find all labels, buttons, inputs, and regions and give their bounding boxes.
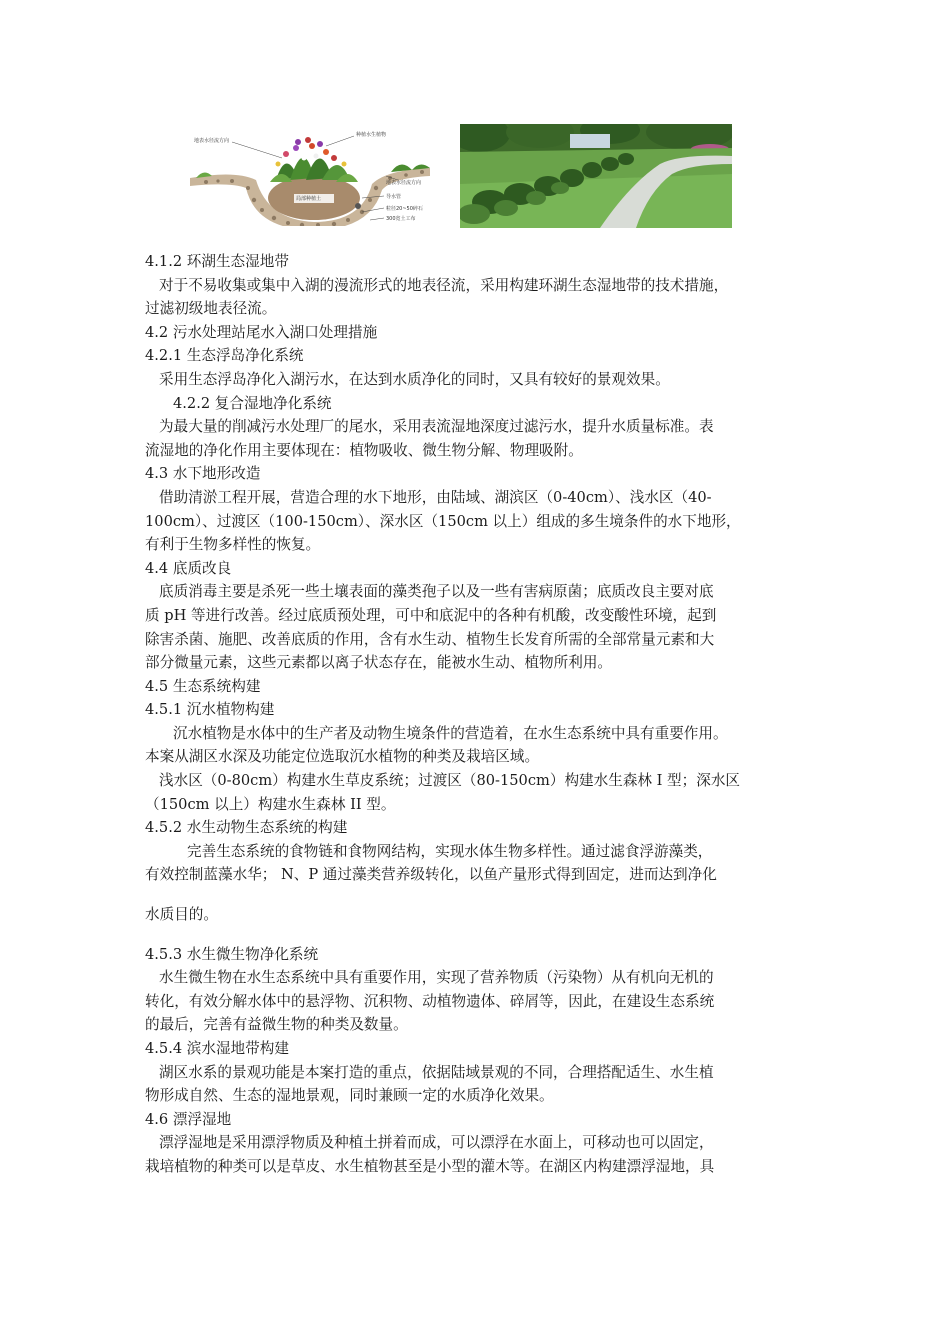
text-line: 本案从湖区水深及功能定位选取沉水植物的种类及栽培区域。 bbox=[145, 748, 540, 766]
text-line: 对于不易收集或集中入湖的漫流形式的地表径流，采用构建环湖生态湿地带的技术措施， bbox=[159, 276, 729, 294]
text-line: 4.3 水下地形改造 bbox=[145, 465, 261, 483]
text-line: 完善生态系统的食物链和食物网结构，实现水体生物多样性。通过滤食浮游藻类， bbox=[187, 842, 713, 860]
text-line: 流湿地的净化作用主要体现在：植物吸收、微生物分解、物理吸附。 bbox=[145, 441, 583, 459]
text-line: 质 pH 等进行改善。经过底质预处理，可中和底泥中的各种有机酸，改变酸性环境，起到 bbox=[145, 606, 717, 624]
figure-row bbox=[186, 124, 736, 228]
text-line: 4.6 漂浮湿地 bbox=[145, 1110, 232, 1128]
text-line: 底质消毒主要是杀死一些土壤表面的藻类孢子以及一些有害病原菌；底质改良主要对底 bbox=[159, 583, 714, 601]
document-body bbox=[145, 250, 810, 1179]
diagram-label-plants: 种植水生植物 bbox=[356, 132, 387, 138]
text-line: 采用生态浮岛净化入湖污水，在达到水质净化的同时，又具有较好的景观效果。 bbox=[159, 370, 670, 388]
text-line: 4.2 污水处理站尾水入湖口处理措施 bbox=[145, 323, 378, 341]
text-line: 沉水植物是水体中的生产者及动物生境条件的营造着，在水生态系统中具有重要作用。 bbox=[173, 724, 728, 742]
wetland-landscape-photo bbox=[460, 124, 732, 228]
wetland-cross-section-diagram bbox=[186, 128, 434, 226]
text-line: 水生微生物在水生态系统中具有重要作用，实现了营养物质（污染物）从有机向无机的 bbox=[159, 969, 714, 987]
text-line: 4.5.1 沉水植物构建 bbox=[145, 701, 275, 719]
text-line: 4.5.3 水生微生物净化系统 bbox=[145, 945, 319, 963]
text-line: 4.4 底质改良 bbox=[145, 559, 232, 577]
text-line: 栽培植物的种类可以是草皮、水生植物甚至是小型的灌木等。在湖区内构建漂浮湿地，具 bbox=[145, 1157, 715, 1175]
text-line: 借助清淤工程开展，营造合理的水下地形，由陆域、湖滨区（0-40cm）、浅水区（40- bbox=[159, 488, 712, 506]
text-line: 4.5.4 滨水湿地带构建 bbox=[145, 1040, 289, 1057]
text-line: 100cm）、过渡区（100-150cm）、深水区（150cm 以上）组成的多生境条件的水下地形， bbox=[145, 512, 741, 530]
text-line: 漂浮湿地是采用漂浮物质及种植土拼着而成，可以漂浮在水面上，可移动也可以固定， bbox=[159, 1134, 714, 1152]
diagram-label-soil: 局部种植土 bbox=[296, 196, 322, 202]
text-line: 有利于生物多样性的恢复。 bbox=[145, 536, 321, 554]
text-line: 4.2.1 生态浮岛净化系统 bbox=[145, 347, 304, 365]
text-line: 4.1.2 环湖生态湿地带 bbox=[145, 253, 289, 270]
diagram-label-runoff-right: 地表水径流方向 bbox=[386, 180, 422, 186]
text-line: 湖区水系的景观功能是本案打造的重点，依据陆域景观的不同，合理搭配适生、水生植 bbox=[159, 1063, 714, 1081]
text-line: 浅水区（0-80cm）构建水生草皮系统；过渡区（80-150cm）构建水生森林 I 型；深水区 bbox=[159, 772, 741, 790]
text-line: 转化，有效分解水体中的悬浮物、沉积物、动植物遗体、碎屑等，因此，在建设生态系统 bbox=[145, 992, 715, 1010]
diagram-label-geotextile: 300宽土工布 bbox=[386, 216, 416, 222]
text-line: 4.5 生态系统构建 bbox=[145, 677, 261, 695]
diagram-label-gravel: 粒径20~50碎石 bbox=[386, 206, 423, 212]
diagram-label-runoff-left: 地表水径流方向 bbox=[194, 138, 230, 144]
text-line: 除害杀菌、施肥、改善底质的作用，含有水生动、植物生长发育所需的全部常量元素和大 bbox=[145, 630, 715, 648]
text-line: 4.5.2 水生动物生态系统的构建 bbox=[145, 819, 348, 837]
text-line: 部分微量元素，这些元素都以离子状态存在，能被水生动、植物所利用。 bbox=[145, 654, 613, 672]
text-line: 物形成自然、生态的湿地景观，同时兼顾一定的水质净化效果。 bbox=[145, 1087, 554, 1105]
text-line: 过滤初级地表径流。 bbox=[145, 300, 277, 318]
text-line: 水质目的。 bbox=[145, 906, 218, 924]
text-line: 4.2.2 复合湿地净化系统 bbox=[173, 394, 332, 412]
text-line: （150cm 以上）构建水生森林 II 型。 bbox=[145, 795, 396, 813]
text-line: 有效控制蓝藻水华； N、P 通过藻类营养级转化，以鱼产量形式得到固定，进而达到净化 bbox=[145, 866, 717, 884]
text-line: 为最大量的削减污水处理厂的尾水，采用表流湿地深度过滤污水，提升水质量标准。表 bbox=[159, 418, 714, 436]
diagram-label-pipe: 导水管 bbox=[386, 194, 402, 200]
text-line: 的最后，完善有益微生物的种类及数量。 bbox=[145, 1016, 408, 1034]
